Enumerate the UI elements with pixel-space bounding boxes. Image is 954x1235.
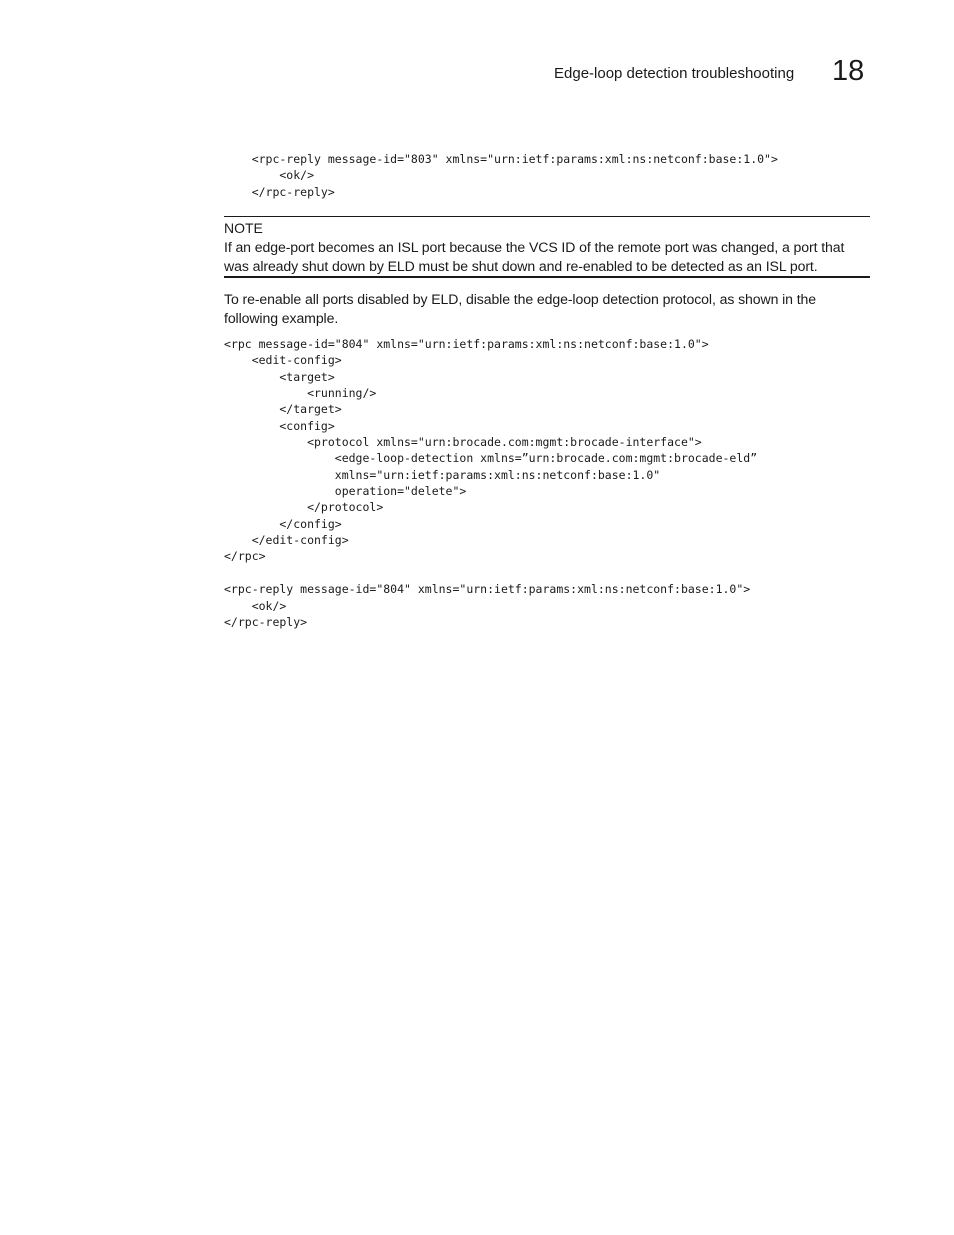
body-paragraph: To re-enable all ports disabled by ELD, disable the edge-loop detection protocol, as shown in the following example. (224, 291, 817, 327)
note-label: NOTE (224, 220, 263, 236)
running-header-title: Edge-loop detection troubleshooting (554, 65, 795, 82)
chapter-number: 18 (832, 55, 865, 87)
note-text: If an edge-port becomes an ISL port because the VCS ID of the remote port was changed, a port that was already shut down by ELD must be shut down and re-enabled to be detected as an ISL port. (224, 239, 845, 275)
code-example-rpc-804: <rpc message-id="804" xmlns="urn:ietf:params:xml:ns:netconf:base:1.0"> <edit-config> <target> <running/> </target> <config> <protocol xmlns="urn:brocade.com:mgmt:brocade-interface"> <edge-loop-detection xmlns=”urn:brocade.com:mgmt:brocade-eld” xmlns="urn:ietf:params:xml:ns:netconf:base:1.0" operation="delete"> </protocol> </config> </edit-config> </rpc> <rpc-reply message-id="804" xmlns="urn:ietf:params:xml:ns:netconf:base:1.0"> <ok/> </rpc-reply> (224, 337, 758, 629)
note-box (224, 216, 870, 278)
code-example-rpc-reply-803: <rpc-reply message-id="803" xmlns="urn:ietf:params:xml:ns:netconf:base:1.0"> <ok/> </rpc-reply> (251, 152, 778, 199)
